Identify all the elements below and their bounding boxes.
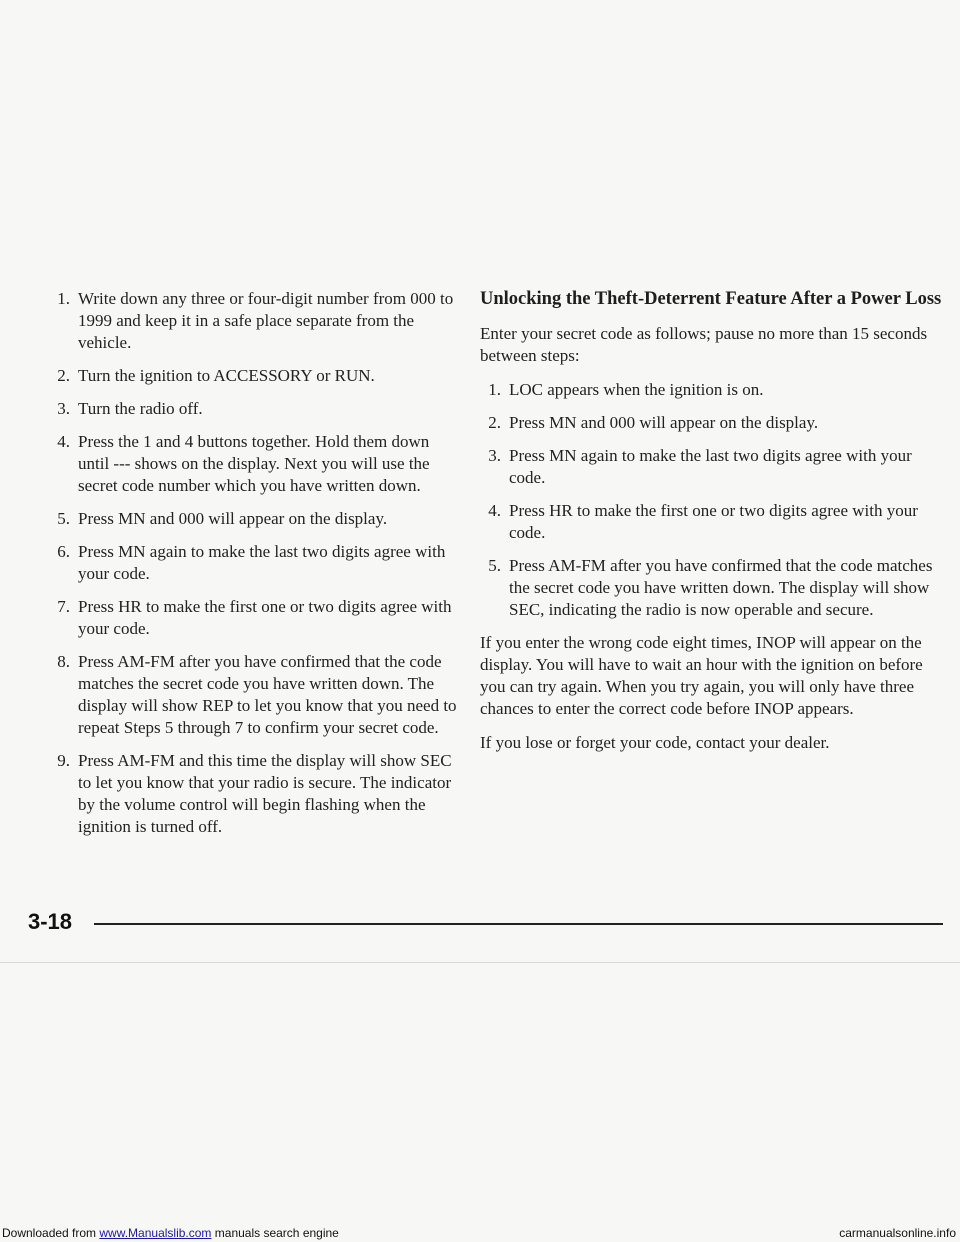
step-text: Press MN and 000 will appear on the display. bbox=[78, 509, 388, 528]
step-number: 3. bbox=[488, 446, 501, 465]
list-item bbox=[44, 750, 464, 838]
download-banner bbox=[0, 1224, 960, 1242]
wrong-code-paragraph: If you enter the wrong code eight times, INOP will appear on the display. You will have to wait an hour with the ignition on before you can try again. When you try again, you will only have three chances to enter the correct code before INOP appears. bbox=[480, 633, 923, 718]
list-item bbox=[44, 288, 464, 354]
step-text: Write down any three or four-digit number from 000 to 1999 and keep it in a safe place separate from the vehicle. bbox=[78, 289, 454, 352]
list-item bbox=[44, 398, 464, 420]
step-number: 7. bbox=[57, 597, 70, 616]
step-text: LOC appears when the ignition is on. bbox=[509, 380, 764, 399]
step-number: 9. bbox=[57, 751, 70, 770]
step-text: Turn the radio off. bbox=[78, 399, 203, 418]
watermark-site: carmanualsonline.info bbox=[839, 1226, 956, 1240]
download-suffix: manuals search engine bbox=[211, 1226, 339, 1240]
lost-code-paragraph: If you lose or forget your code, contact your dealer. bbox=[480, 733, 830, 752]
page-number: 3-18 bbox=[28, 909, 73, 934]
step-number: 6. bbox=[57, 542, 70, 561]
section-heading: Unlocking the Theft-Deterrent Feature After a Power Loss bbox=[480, 289, 942, 309]
list-item bbox=[480, 379, 942, 401]
step-number: 1. bbox=[57, 289, 70, 308]
step-number: 5. bbox=[488, 556, 501, 575]
step-text: Press the 1 and 4 buttons together. Hold them down until --- shows on the display. Next you will use the secret code number which you have written down. bbox=[78, 432, 430, 495]
download-source bbox=[2, 1225, 339, 1241]
manualslib-link[interactable]: www.Manualslib.com bbox=[99, 1226, 212, 1240]
footer-rule bbox=[94, 923, 943, 925]
step-number: 8. bbox=[57, 652, 70, 671]
step-number: 2. bbox=[57, 366, 70, 385]
step-text: Press MN again to make the last two digits agree with your code. bbox=[78, 542, 446, 583]
list-item bbox=[480, 412, 942, 434]
unlock-steps bbox=[480, 379, 942, 621]
step-text: Press HR to make the first one or two digits agree with your code. bbox=[78, 597, 452, 638]
step-text: Press HR to make the first one or two digits agree with your code. bbox=[509, 501, 918, 542]
list-item bbox=[44, 365, 464, 387]
left-column bbox=[44, 288, 464, 849]
radio-code-steps bbox=[44, 288, 464, 838]
intro-paragraph: Enter your secret code as follows; pause no more than 15 seconds between steps: bbox=[480, 324, 928, 365]
step-number: 4. bbox=[488, 501, 501, 520]
download-prefix: Downloaded from bbox=[2, 1226, 100, 1240]
step-text: Press AM-FM after you have confirmed that the code matches the secret code you have written down. The display will show REP to let you know that you need to repeat Steps 5 through 7 to confirm your secret code. bbox=[78, 652, 457, 737]
list-item bbox=[480, 500, 942, 544]
right-column bbox=[480, 288, 942, 766]
step-number: 2. bbox=[488, 413, 501, 432]
divider bbox=[0, 962, 960, 963]
list-item bbox=[480, 555, 942, 621]
list-item bbox=[44, 431, 464, 497]
list-item bbox=[44, 508, 464, 530]
step-text: Press AM-FM and this time the display will show SEC to let you know that your radio is secure. The indicator by the volume control will begin flashing when the ignition is turned off. bbox=[78, 751, 452, 836]
step-number: 3. bbox=[57, 399, 70, 418]
list-item bbox=[44, 596, 464, 640]
step-number: 5. bbox=[57, 509, 70, 528]
step-text: Turn the ignition to ACCESSORY or RUN. bbox=[78, 366, 375, 385]
step-text: Press AM-FM after you have confirmed that the code matches the secret code you have written down. The display will show SEC, indicating the radio is now operable and secure. bbox=[509, 556, 933, 619]
list-item bbox=[480, 445, 942, 489]
list-item bbox=[44, 651, 464, 739]
page-footer bbox=[28, 908, 943, 938]
step-number: 4. bbox=[57, 432, 70, 451]
step-text: Press MN again to make the last two digits agree with your code. bbox=[509, 446, 912, 487]
step-number: 1. bbox=[488, 380, 501, 399]
step-text: Press MN and 000 will appear on the display. bbox=[509, 413, 819, 432]
list-item bbox=[44, 541, 464, 585]
